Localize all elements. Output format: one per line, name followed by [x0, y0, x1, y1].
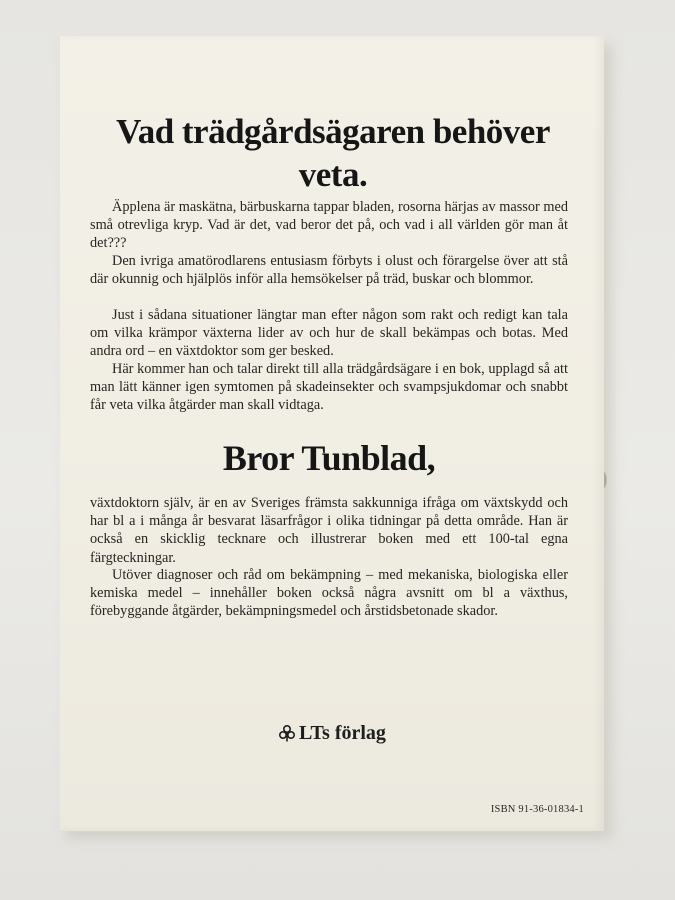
intro-paragraph-1: Äpplena är maskätna, bärbuskarna tappar bladen, rosorna härjas av massor med små otrevliga kryp. Vad är det, vad beror det på, och vad i all världen gör man åt det???: [90, 199, 568, 252]
author-heading: Bror Tunblad,: [222, 438, 436, 478]
cover-title: Vad trädgårdsägaren behöver veta.: [116, 112, 550, 194]
publisher-logo: [60, 720, 604, 746]
author-paragraph-2: Utöver diagnoser och råd om bekämpning – med mekaniska, biologiska eller kemiska medel – innehåller boken också några avsnitt om bl a växthus, förebyggande åtgärder, bekämpningsmedel och årstidsbetonade skador.: [90, 567, 568, 620]
book-back-cover: [60, 36, 604, 831]
intro-paragraph-4: Här kommer han och talar direkt till alla trädgårdsägare i en bok, upplagd så att man lätt känner igen symtomen på skadeinsekter och svampsjukdomar och snabbt får veta vilka åtgärder man skall vidtaga.: [90, 361, 568, 414]
publisher-emblem-icon: [278, 724, 296, 742]
isbn-number: ISBN 91-36-01834-1: [490, 804, 584, 815]
intro-paragraph-2: Den ivriga amatörodlarens entusiasm förbyts i olust och förargelse över att stå där okunnig och hjälplös inför alla hemsökelser på träd, buskar och blommor.: [90, 253, 568, 288]
publisher-name: LTs förlag: [299, 722, 386, 744]
author-paragraph-1: växtdoktorn själv, är en av Sveriges främsta sakkunniga ifråga om växtskydd och har bl a i många år besvarat läsarfrågor i olika tidningar på detta område. Han är också en skicklig tecknare och illustrerar boken med ett 100-tal egna färgteckningar.: [90, 495, 568, 566]
intro-paragraph-3: Just i sådana situationer längtar man efter någon som rakt och redigt kan tala om vilka krämpor växterna lider av och hur de skall bekämpas och botas. Med andra ord – en växtdoktor som ger besked.: [90, 307, 568, 360]
